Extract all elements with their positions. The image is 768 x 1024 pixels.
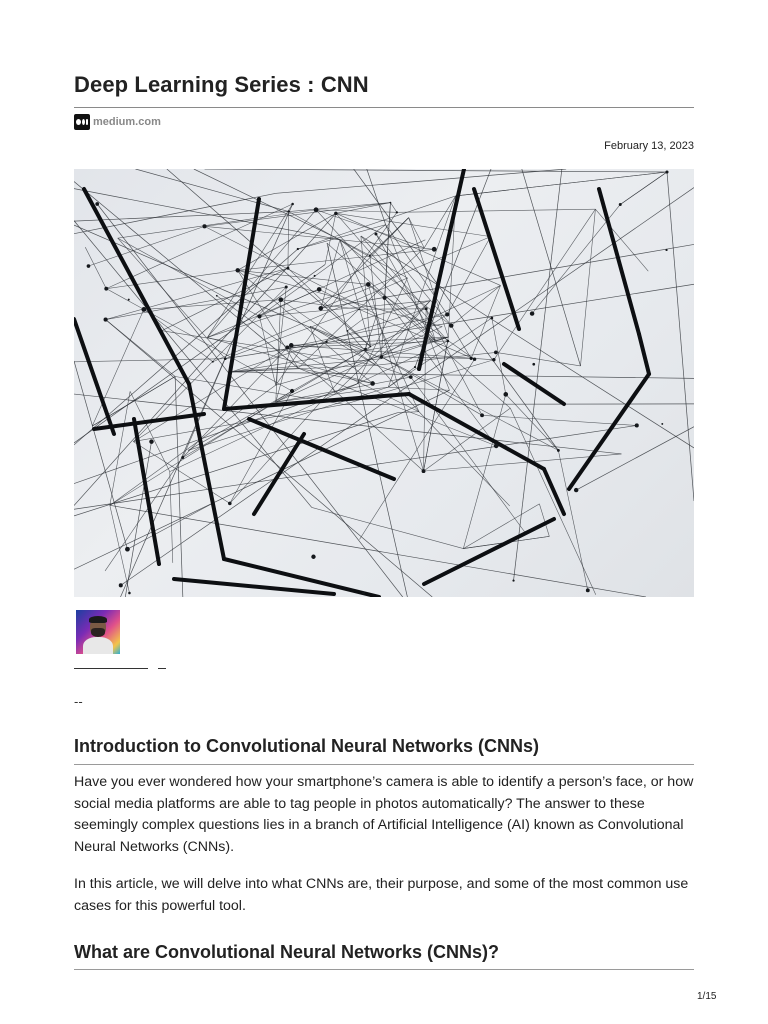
intro-paragraph-2: In this article, we will delve into what CNNs are, their purpose, and some of the most common use cases for this powerful tool.: [74, 876, 689, 914]
author-avatar[interactable]: [76, 610, 120, 654]
title-divider: [74, 107, 694, 108]
medium-logo-icon: [74, 114, 90, 130]
section-heading-what-are-cnns: What are Convolutional Neural Networks (CNNs)?: [74, 942, 500, 962]
source-link[interactable]: [74, 114, 161, 130]
section-divider-what-are-cnns: [74, 969, 694, 970]
separator-dashes: --: [74, 694, 83, 709]
hero-network-graphic: [74, 169, 694, 597]
section-divider-intro: [74, 764, 694, 765]
publish-date: February 13, 2023: [604, 140, 694, 152]
byline-dash: [158, 668, 166, 669]
author-name-line[interactable]: [74, 668, 148, 669]
hero-image: [74, 169, 694, 597]
author-byline: [74, 668, 166, 669]
source-domain: medium.com: [93, 116, 161, 128]
article-title: Deep Learning Series : CNN: [74, 72, 369, 97]
section-heading-intro: Introduction to Convolutional Neural Networks (CNNs): [74, 736, 540, 756]
intro-paragraph-1: Have you ever wondered how your smartphone’s camera is able to identify a person’s face, or how social media platforms are able to tag people in photos automatically? The answer to these seemingly complex questions lies in a branch of Artificial Intelligence (AI) known as Convolutional Neural Networks (CNNs).: [74, 774, 694, 855]
page-indicator: 1/15: [697, 991, 717, 1002]
